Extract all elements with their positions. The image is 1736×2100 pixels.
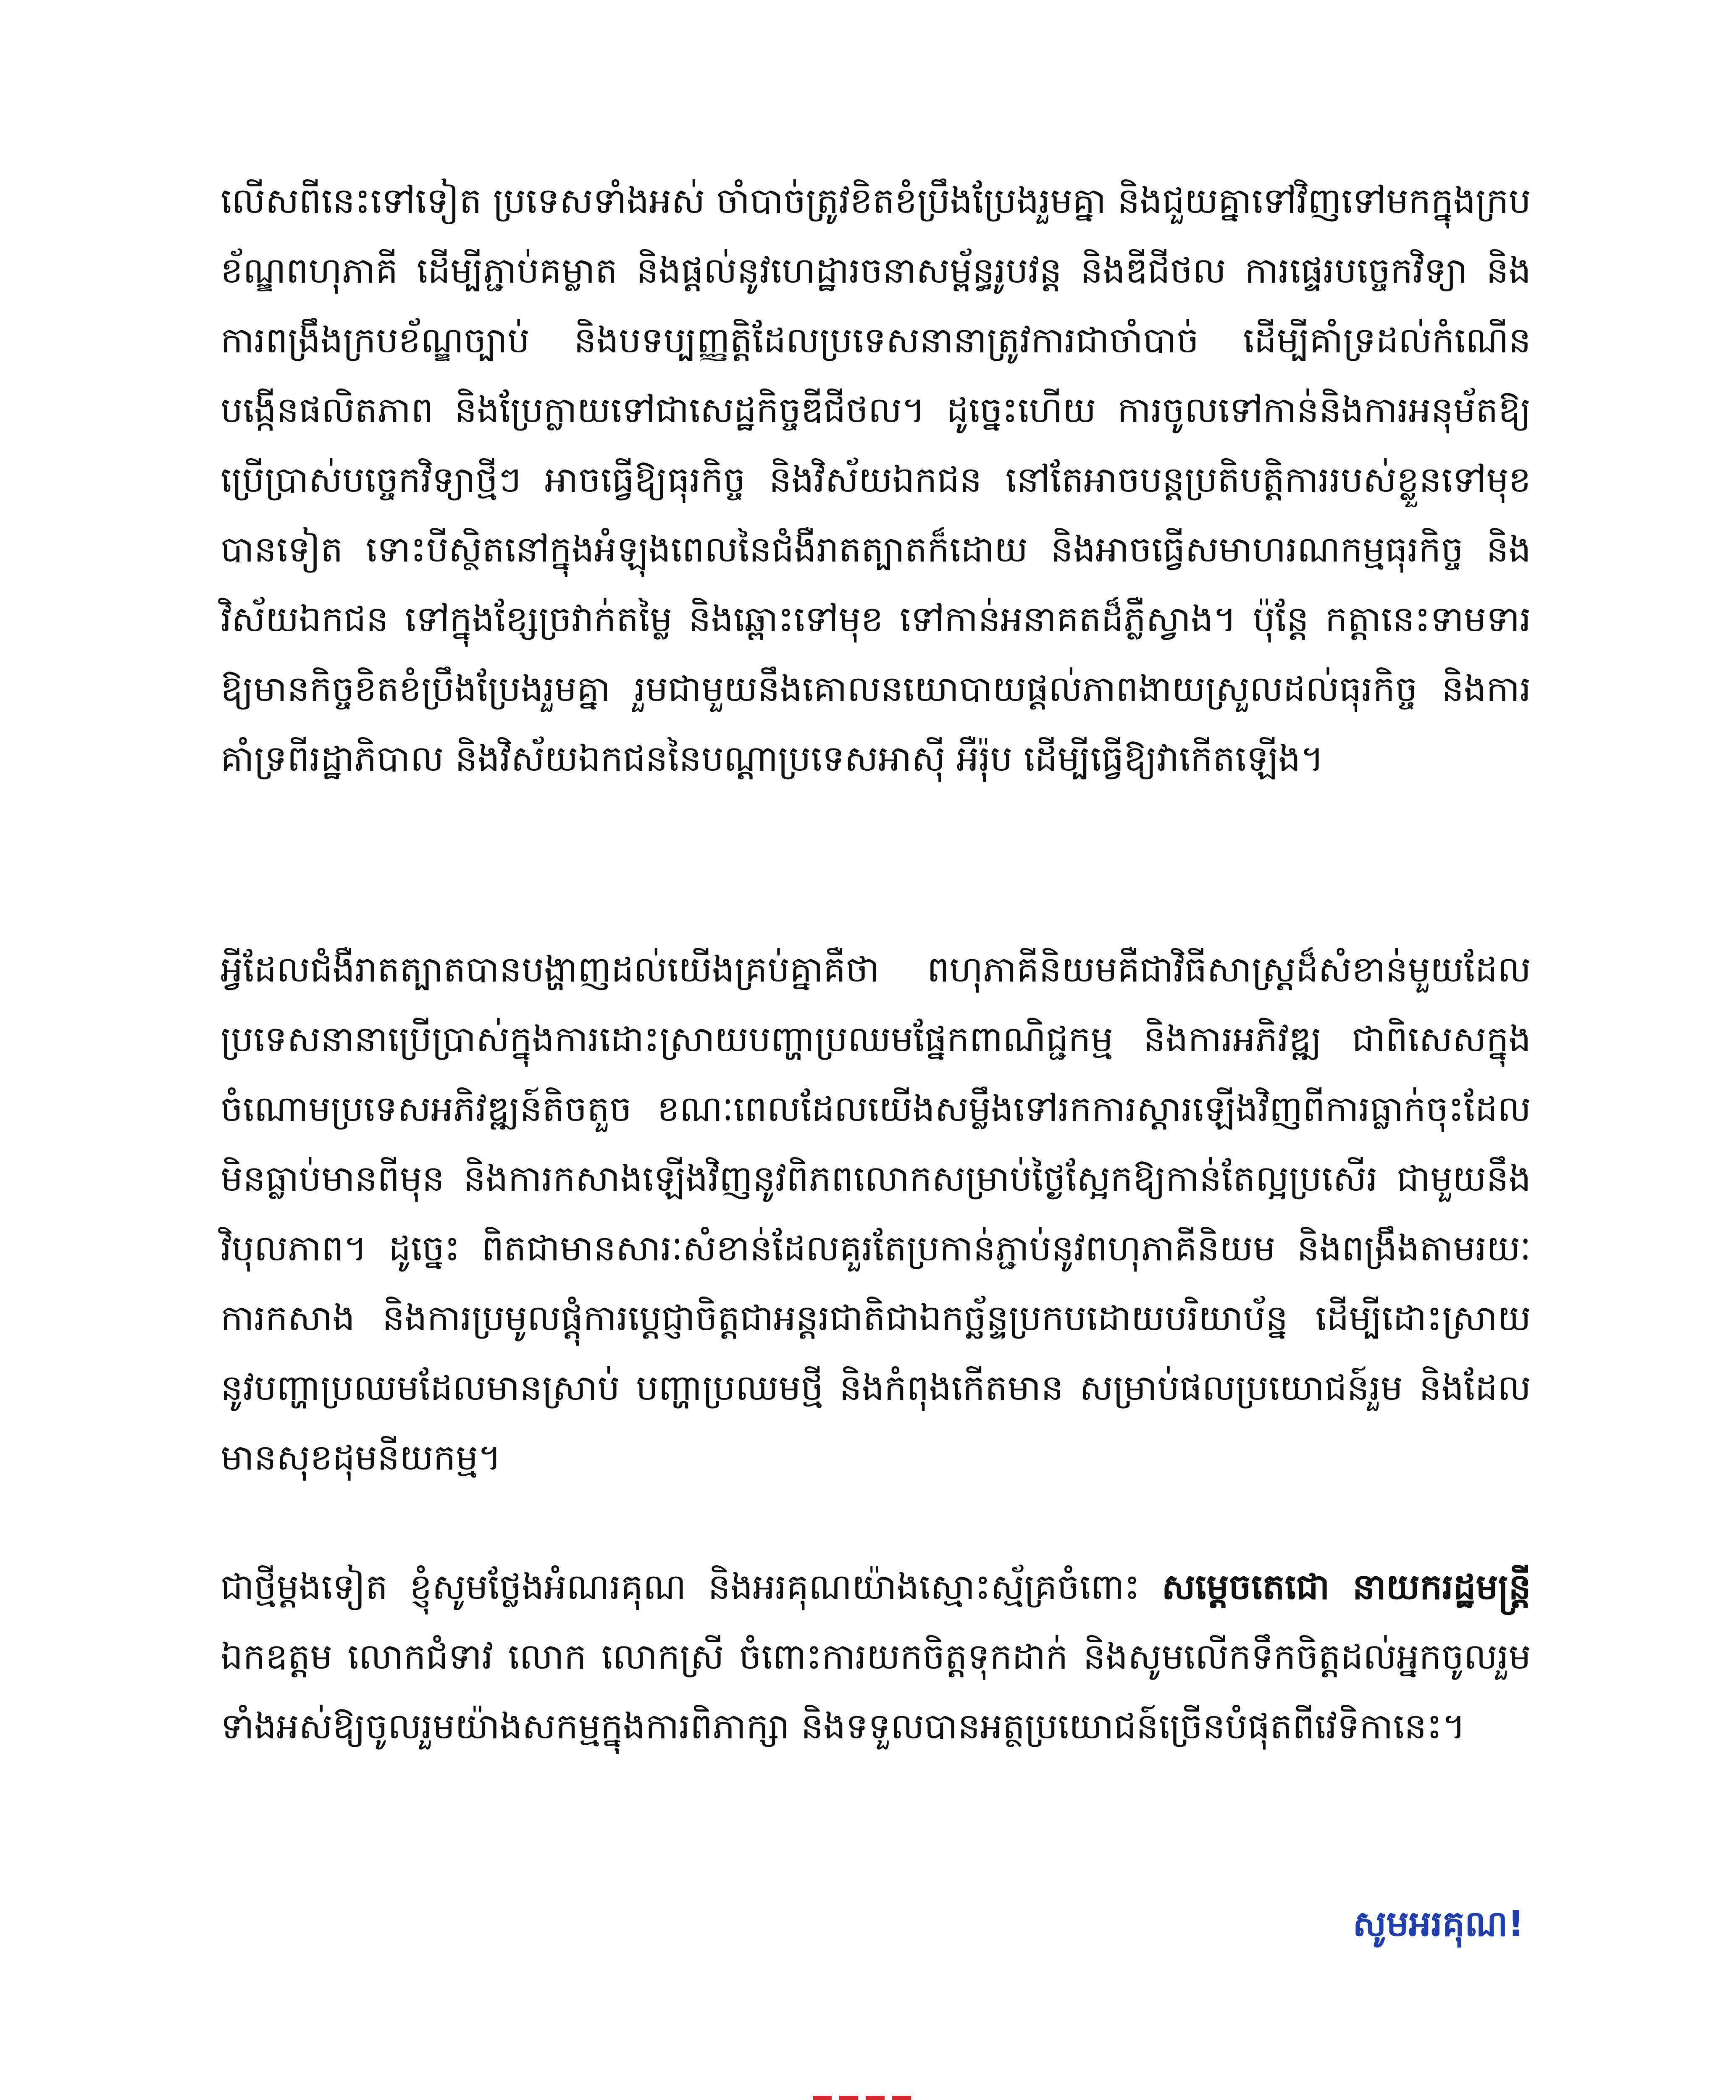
closing-paragraph-rest: ឯកឧត្តម លោកជំទាវ លោក លោកស្រី ចំពោះការយកចិត្តទុកដាក់ និងសូមលើកទឹកចិត្តដល់អ្នកចូលរួមទាំងអស់ឱ្យចូលរួមយ៉ាងសកម្មក្នុងការពិភាក្សា និងទទួលបានអត្ថប្រយោជន៍ច្រើនបំផុតពីវេទិកានេះ។ [221,1636,1531,1747]
end-of-text-dashes [813,2094,939,2100]
closing-paragraph [221,1552,1531,1761]
dash-mark [892,2096,911,2100]
dash-mark [866,2096,885,2100]
dash-mark [839,2096,858,2100]
honoree-name: សម្តេចតេជោ នាយករដ្ឋមន្ត្រី [1161,1566,1531,1607]
body-paragraph-2: អ្វីដែលជំងឺរាតត្បាតបានបង្ហាញដល់យើងគ្រប់គ្នាគឺថា ពហុភាគីនិយមគឺជាវិធីសាស្ត្រដ៏សំខាន់មួយដែលប្រទេសនានាប្រើប្រាស់ក្នុងការដោះស្រាយបញ្ហាប្រឈមផ្នែកពាណិជ្ជកម្ម និងការអភិវឌ្ឍ ជាពិសេសក្នុងចំណោមប្រទេសអភិវឌ្ឍន៍តិចតួច ខណៈពេលដែលយើងសម្លឹងទៅរកការស្តារឡើងវិញពីការធ្លាក់ចុះដែលមិនធ្លាប់មានពីមុន និងការកសាងឡើងវិញនូវពិភពលោកសម្រាប់ថ្ងៃស្អែកឱ្យកាន់តែល្អប្រសើរ ជាមួយនឹងវិបុលភាព។ ដូច្នេះ ពិតជាមានសារៈសំខាន់ដែលគួរតែប្រកាន់ភ្ជាប់នូវពហុភាគីនិយម និងពង្រឹងតាមរយៈការកសាង និងការប្រមូលផ្តុំការប្តេជ្ញាចិត្តជាអន្តរជាតិជាឯកច្ឆ័ន្ទប្រកបដោយបរិយាប័ន្ន ដើម្បីដោះស្រាយនូវបញ្ហាប្រឈមដែលមានស្រាប់ បញ្ហាប្រឈមថ្មី និងកំពុងកើតមាន សម្រាប់ផលប្រយោជន៍រួម និងដែលមានសុខដុមនីយកម្ម។ [221,949,1531,1478]
thanks-signoff: សូមអរគុណ! [1353,1903,1524,1944]
closing-paragraph-lead: ជាថ្មីម្តងទៀត ខ្ញុំសូមថ្លែងអំណរគុណ និងអរគុណយ៉ាងស្មោះស្ម័គ្រចំពោះ [221,1566,1162,1607]
dash-mark [813,2096,832,2100]
body-paragraph-1: លើសពីនេះទៅទៀត ប្រទេសទាំងអស់ ចាំបាច់ត្រូវខិតខំប្រឹងប្រែងរួមគ្នា និងជួយគ្នាទៅវិញទៅមកក្នុងក្របខ័ណ្ឌពហុភាគី ដើម្បីភ្ជាប់គម្លាត និងផ្តល់នូវហេដ្ឋារចនាសម្ព័ន្ធរូបវន្ត និងឌីជីថល ការផ្ទេរបច្ចេកវិទ្យា និងការពង្រឹងក្របខ័ណ្ឌច្បាប់ និងបទប្បញ្ញត្តិដែលប្រទេសនានាត្រូវការជាចាំបាច់ ដើម្បីគាំទ្រដល់កំណើន បង្កើនផលិតភាព និងប្រែក្លាយទៅជាសេដ្ឋកិច្ចឌីជីថល។ ដូច្នេះហើយ ការចូលទៅកាន់និងការអនុម័តឱ្យប្រើប្រាស់បច្ចេកវិទ្យាថ្មីៗ អាចធ្វើឱ្យធុរកិច្ច និងវិស័យឯកជន នៅតែអាចបន្តប្រតិបត្តិការរបស់ខ្លួនទៅមុខបានទៀត ទោះបីស្ថិតនៅក្នុងអំឡុងពេលនៃជំងឺរាតត្បាតក៏ដោយ និងអាចធ្វើសមាហរណកម្មធុរកិច្ច និងវិស័យឯកជន ទៅក្នុងខ្សែច្រវាក់តម្លៃ និងឆ្ពោះទៅមុខ ទៅកាន់អនាគតដ៏ភ្លឺស្វាង។ ប៉ុន្តែ កត្តានេះទាមទារឱ្យមានកិច្ចខិតខំប្រឹងប្រែងរួមគ្នា រួមជាមួយនឹងគោលនយោបាយផ្តល់ភាពងាយស្រួលដល់ធុរកិច្ច និងការគាំទ្រពីរដ្ឋាភិបាល និងវិស័យឯកជននៃបណ្តាប្រទេសអាស៊ី អឺរ៉ុប ដើម្បីធ្វើឱ្យវាកើតឡើង។ [221,180,1531,779]
